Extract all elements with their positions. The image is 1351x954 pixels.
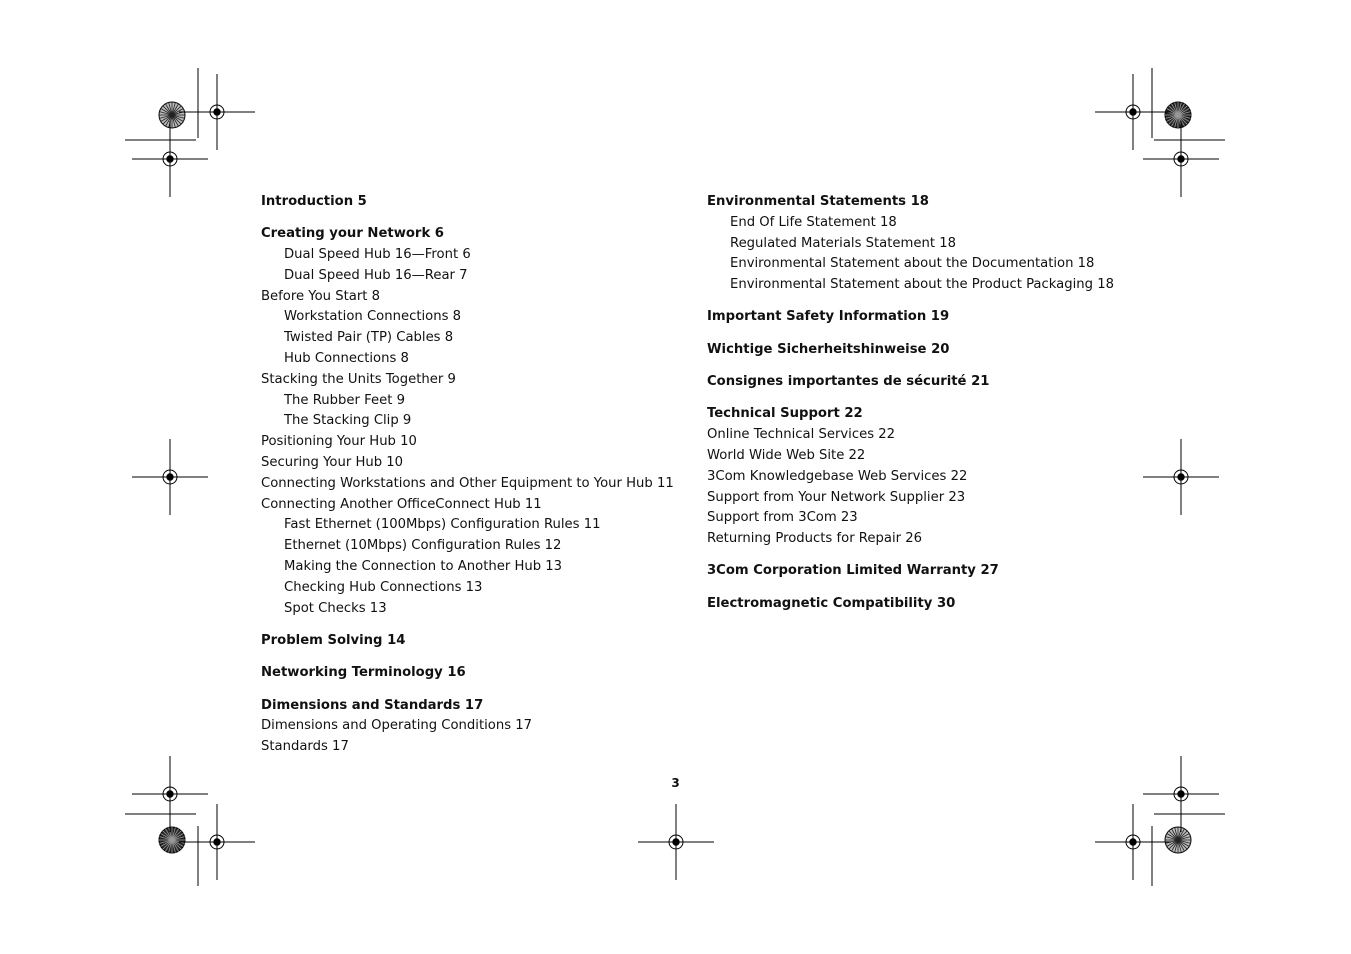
toc-entry: Ethernet (10Mbps) Configuration Rules 12	[284, 538, 562, 554]
toc-entry: Connecting Another OfficeConnect Hub 11	[261, 496, 542, 512]
toc-entry: Connecting Workstations and Other Equipment to Your Hub 11	[261, 475, 674, 491]
toc-entry: Environmental Statement about the Documentation 18	[730, 256, 1095, 272]
registration-mark-icon	[1143, 121, 1219, 197]
toc-entry: 3Com Knowledgebase Web Services 22	[707, 468, 968, 484]
toc-entry: Problem Solving 14	[261, 632, 406, 648]
toc-entry: Introduction 5	[261, 194, 367, 209]
star-target-icon	[159, 102, 185, 128]
registration-mark-icon	[1143, 756, 1219, 832]
toc-entry: Environmental Statements 18	[707, 194, 929, 209]
registration-mark-icon	[132, 121, 208, 197]
toc-entry: Making the Connection to Another Hub 13	[284, 559, 563, 575]
toc-entry: Electromagnetic Compatibility 30	[707, 595, 956, 611]
toc-entry: Twisted Pair (TP) Cables 8	[284, 330, 454, 346]
toc-entry: Checking Hub Connections 13	[284, 579, 483, 595]
toc-entry: Online Technical Services 22	[707, 427, 896, 443]
toc-entry: 3Com Corporation Limited Warranty 27	[707, 563, 999, 579]
toc-entry: End Of Life Statement 18	[730, 214, 897, 230]
toc-entry: Technical Support 22	[707, 406, 863, 422]
toc-entry: World Wide Web Site 22	[707, 447, 866, 463]
toc-entry: Networking Terminology 16	[261, 665, 466, 681]
toc-entry: Dimensions and Operating Conditions 17	[261, 718, 533, 734]
toc-entry: Important Safety Information 19	[707, 309, 950, 325]
toc-entry: The Rubber Feet 9	[284, 392, 405, 408]
registration-mark-icon	[1095, 74, 1171, 150]
toc-entry: Returning Products for Repair 26	[707, 531, 922, 547]
registration-mark-icon	[179, 74, 255, 150]
toc-entry: Dual Speed Hub 16—Front 6	[284, 247, 471, 263]
toc-entry: Dimensions and Standards 17	[261, 697, 484, 713]
toc-entry: Support from Your Network Supplier 23	[707, 489, 966, 505]
toc-entry: Dual Speed Hub 16—Rear 7	[284, 267, 468, 283]
star-target-icon	[159, 827, 185, 853]
registration-mark-icon	[132, 756, 208, 832]
registration-mark-icon	[1143, 439, 1219, 515]
toc-entry: Spot Checks 13	[284, 600, 387, 616]
registration-mark-icon	[638, 804, 714, 880]
toc-entry: Securing Your Hub 10	[261, 455, 404, 471]
registration-mark-icon	[132, 439, 208, 515]
registration-mark-icon	[1095, 804, 1171, 880]
toc-entry: Workstation Connections 8	[284, 309, 462, 325]
toc-entry: Support from 3Com 23	[707, 510, 858, 526]
toc-entry: Stacking the Units Together 9	[261, 371, 456, 387]
toc-entry: Creating your Network 6	[261, 226, 444, 242]
toc-entry: Wichtige Sicherheitshinweise 20	[707, 341, 950, 357]
toc-entry: Standards 17	[261, 739, 349, 755]
toc-entry: Positioning Your Hub 10	[261, 434, 417, 450]
toc-entry: Fast Ethernet (100Mbps) Configuration Rules 11	[284, 517, 601, 533]
star-target-icon	[1165, 827, 1191, 853]
toc-entry: Regulated Materials Statement 18	[730, 235, 957, 251]
toc-entry: Consignes importantes de sécurité 21	[707, 374, 990, 390]
page-number: 3	[671, 776, 680, 790]
toc-entry: Before You Start 8	[261, 288, 381, 304]
toc-entry: The Stacking Clip 9	[284, 413, 412, 429]
star-target-icon	[1165, 102, 1191, 128]
toc-entry: Environmental Statement about the Product Packaging 18	[730, 277, 1114, 293]
toc-entry: Hub Connections 8	[284, 351, 409, 367]
registration-mark-icon	[179, 804, 255, 880]
